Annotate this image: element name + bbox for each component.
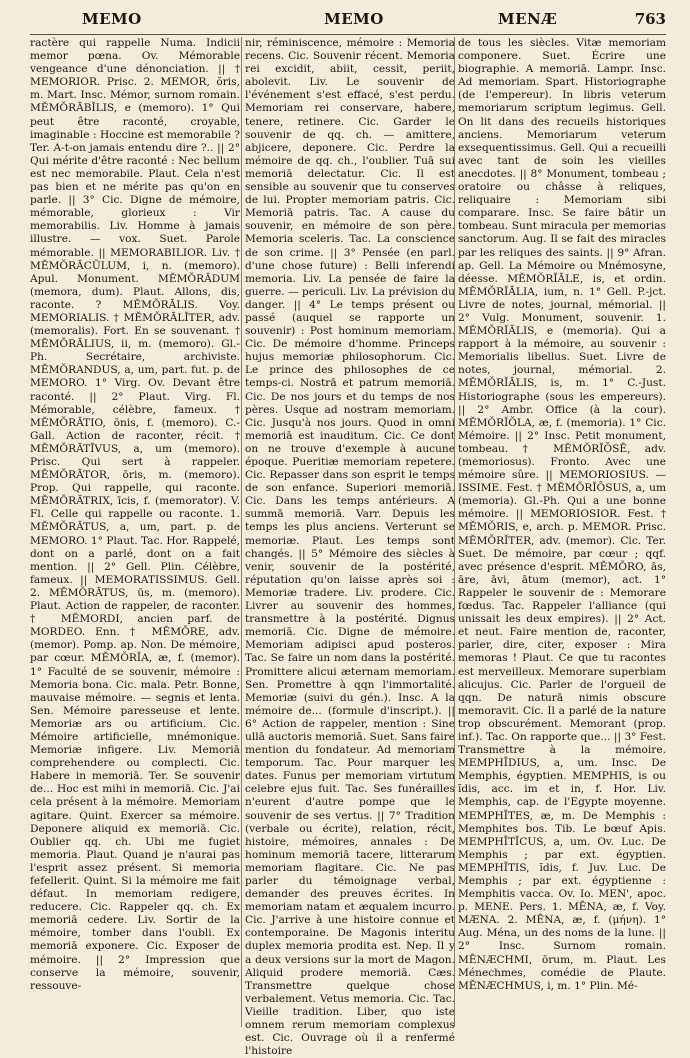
guide-word-center: MEMO — [324, 10, 384, 28]
column-left-text: ractère qui rappelle Numa. Indicii memor pœna. Ov. Mémorable vengeance d'une dénonciation. || † MEMORIOR. Prisc. 2. MEMOR, ŏris, m. Mart. Insc. Mémor, surnom romain. MĔMŎRĀBĬLIS, e (memoro). 1° Qui peut être raconté, croyable, imaginable : Hoccine est memorabile ? Ter. A-t-on jamais entendu dire ?.. || 2° Qui mérite d'être raconté : Nec bellum est nec memorabile. Plaut. Cela n'est pas bien et ne mérite pas qu'on en parle. || 3° Cic. Digne de mémoire, mémorable, glorieux : Vir memorabilis. Liv. Homme à jamais illustre. — vox. Suet. Parole mémorable. || MEMORABILIOR. Liv. † MĔMŎRĀCŬLUM, i, n. (memoro). Apul. Monument. MĔMŎRĀDUM (memora, dum). Plaut. Allons, dis, raconte. ? MĔMŎRĀLIS. Voy. MEMORIALIS. † MĔMŎRĀLĬTER, adv. (memoralis). Fort. En se souvenant. † MĔMŎRĀLIUS, ii, m. (memoro). Gl.-Ph. Secrétaire, archiviste. MĔMŎRANDUS, a, um, part. fut. p. de MEMORO. 1° Virg. Ov. Devant être raconté. || 2° Plaut. Virg. Fl. Mémorable, célèbre, fameux. † MĔMŎRĀTIO, ōnis, f. (memoro). C.-Gall. Action de raconter, récit. † MĔMŎRĀTĪVUS, a, um (memoro). Prisc. Qui sert à rappeler. MĔMŎRĀTOR, ōris, m. (memoro). Prop. Qui rappelle, qui raconte. MĔMŎRĀTRIX, īcis, f. (memorator). V. Fl. Celle qui rappelle ou raconte. 1. MĔMŎRĀTUS, a, um, part. p. de MEMORO. 1° Plaut. Tac. Hor. Rappelé, dont on a parlé, dont on a fait mention. || 2° Gell. Plin. Célèbre, fameux. || MEMORATISSIMUS. Gell. 2. MĔMŎRĀTUS, ūs, m. (memoro). Plaut. Action de rappeler, de raconter. † MĔMORDI, ancien parf. de MORDEO. Enn. † MĔMŎRE, adv. (memor). Pomp. ap. Non. De mémoire, par cœur. MĔMŎRĬA, æ, f. (memor). 1° Faculté de se souvenir, mémoire : Memoria bona. Cic. mala. Petr. Bonne, mauvaise mémoire. — segnis et lenta. Sen. Mémoire paresseuse et lente. Memoriæ ars ou artificium. Cic. Mémoire artificielle, mnémonique. Memoriæ infigere. Liv. Memoriā comprehendere ou complecti. Cic. Habere in memoriā. Ter. Se souvenir de... Hoc est mihi in memoriā. Cic. J'ai cela présent à la mémoire. Memoriam agitare. Quint. Exercer sa mémoire. Deponere aliquid ex memoriā. Cic. Oublier qq. ch. Ubi me fugiet memoria. Plaut. Quand je n'aurai pas l'esprit assez présent. Si memoria fefellerit. Quint. Si la mémoire me fait défaut. In memoriam redigere, reducere. Cic. Rappeler qq. ch. Ex memoriā cedere. Liv. Sortir de la mémoire, tomber dans l'oubli. Ex memoriā exponere. Cic. Exposer de mémoire. || 2° Impression que conserve la mémoire, souvenir, ressouve- — [30, 37, 240, 992]
column-left — [30, 37, 240, 1027]
running-header — [30, 10, 666, 32]
column-middle-text: nir, réminiscence, mémoire : Memoria recens. Cic. Souvenir récent. Memoria rei excidit, abiit, cessit, periit, abolevit. Liv. Le souvenir de l'événement s'est effacé, s'est perdu. Memoriam rei conservare, habere, tenere, retinere. Cic. Garder le souvenir de qq. ch. — amittere, abjicere, deponere. Cic. Perdre la mémoire de qq. ch., l'oublier. Tuā sui memoriā delectatur. Cic. Il est sensible au souvenir que tu conserves de lui. Propter memoriam patris. Cic. Memoriā patris. Tac. A cause du souvenir, en mémoire de son père. Memoria sceleris. Tac. La conscience de son crime. || 3° Pensée (en parl. d'une chose future) : Belli inferendi memoria. Liv. La pensée de faire la guerre. — periculi. Liv. La prévision du danger. || 4° Le temps présent ou passé (auquel se rapporte un souvenir) : Post hominum memoriam. Cic. De mémoire d'homme. Princeps hujus memoriæ philosophorum. Cic. Le prince des philosophes de ce temps-ci. Nostrā et patrum memoriā. Cic. De nos jours et du temps de nos pères. Usque ad nostram memoriam. Cic. Jusqu'à nos jours. Quod in omni memoriā est inauditum. Cic. Ce dont on ne trouve d'exemple à aucune époque. Pueritiæ memoriam repetere. Cic. Repasser dans son esprit le temps de son enfance. Superiori memoriā. Cic. Dans les temps antérieurs. A summā memoriā. Varr. Depuis les temps les plus anciens. Verterunt se memoriæ. Plaut. Les temps sont changés. || 5° Mémoire des siècles à venir, souvenir de la postérité, réputation qu'on laisse après soi : Memoriæ tradere. Liv. prodere. Cic. Livrer au souvenir des hommes, transmettre à la postérité. Dignus memoriā. Cic. Digne de mémoire. Memoriam adipisci apud posteros. Tac. Se faire un nom dans la postérité. Promittere alicui æternam memoriam. Sen. Promettre à qqn l'immortalité. Memoriæ (suivi du gén.). Insc. A la mémoire de... (formule d'inscript.). || 6° Action de rappeler, mention : Sine ullā auctoris memoriā. Suet. Sans faire mention du fondateur. Ad memoriam temporum. Tac. Pour marquer les dates. Funus per memoriam virtutum celebre ejus fuit. Tac. Ses funérailles n'eurent d'autre pompe que le souvenir de ses vertus. || 7° Tradition (verbale ou écrite), relation, récit, histoire, mémoires, annales : De hominum memoriā tacere, litterarum memoriam flagitare. Cic. Ne pas parler du témoignage verbal, demander des preuves écrites. In memoriam natam et æqualem incurro. Cic. J'arrive à une histoire connue et contemporaine. De Magonis interitu duplex memoria prodita est. Nep. Il y a deux versions sur la mort de Magon. Aliquid prodere memoriā. Cæs. Transmettre quelque chose verbalement. Vetus memoria. Cic. Tac. Vieille tradition. Liber, quo iste omnem rerum memoriam complexus est. Cic. Ouvrage où il a renfermé l'histoire — [245, 37, 455, 1058]
column-right-text: de tous les siècles. Vitæ memoriam componere. Suet. Écrire une biographie. A memoriā. Lampr. Insc. Ad memoriam. Spart. Historiographe (de l'empereur). In libris veterum memoriarum scriptum legimus. Gell. On lit dans des recueils historiques anciens. Memoriarum veterum exsequentissimus. Gell. Qui a recueilli avec tant de soin les vieilles anecdotes. || 8° Monument, tombeau ; oratoire ou châsse à reliques, reliquaire : Memoriam sibi comparare. Insc. Se faire bâtir un tombeau. Sunt miracula per memorias sanctorum. Aug. Il se fait des miracles par les reliques des saints. || 9° Afran. ap. Gell. La Mémoire ou Mnémosyne, déesse. MĔMŎRĬĀLE, is, et ordin. MĔMŎRĬĀLIA, ium, n. 1° Gell. P.-jct. Livre de notes, journal, mémorial. || 2° Vulg. Monument, souvenir. 1. MĔMŎRĬĀLIS, e (memoria). Qui a rapport à la mémoire, au souvenir : Memorialis libellus. Suet. Livre de notes, journal, mémorial. 2. MĔMŎRĬĀLIS, is, m. 1° C.-Just. Historiographe (sous les empereurs). || 2° Ambr. Office (à la cour). MĔMŎRĬŎLA, æ, f. (memoria). 1° Cic. Mémoire. || 2° Insc. Petit monument, tombeau. † MĔMŎRĬŌSĒ, adv. (memoriosus). Fronto. Avec une mémoire sûre. || MEMORIOSIUS. — ISSIME. Fest. † MĔMŎRĬŌSUS, a, um (memoria). Gl.-Ph. Qui a une bonne mémoire. || MEMORIOSIOR. Fest. † MĔMŎRIS, e, arch. p. MEMOR. Prisc. MĔMŎRĬTER, adv. (memor). Cic. Ter. Suet. De mémoire, par cœur ; qqf. avec présence d'esprit. MĔMŎRO, ās, āre, āvi, ātum (memor), act. 1° Rappeler le souvenir de : Memorare fœdus. Tac. Rappeler l'alliance (qui unissait les deux empires). || 2° Act. et neut. Faire mention de, raconter, parler, dire, citer, exposer : Mira memoras ! Plaut. Ce que tu racontes est merveilleux. Memorare superbiam alicujus. Cic. Parler de l'orgueil de qqn. De naturā nimis obscure memoravit. Cic. Il a parlé de la nature trop obscurément. Memorant (prop. inf.). Tac. On rapporte que... || 3° Fest. Transmettre à la mémoire. MEMPHĪDIUS, a, um. Insc. De Memphis, égyptien. MEMPHIS, is ou ĭdis, acc. im et in, f. Hor. Liv. Memphis, cap. de l'Egypte moyenne. MEMPHĪTES, æ, m. De Memphis : Memphites bos. Tib. Le bœuf Apis. MEMPHĪTĬCUS, a, um. Ov. Luc. De Memphis ; par ext. égyptien. MEMPHĪTIS, ĭdis, f. Juv. Luc. De Memphis ; par ext. égyptienne : Memphitis vacca. Ov. Io. MEN', apoc. p. MENE. Pers. 1. MĒNA, æ, f. Voy. MÆNA. 2. MĒNA, æ, f. (μήνη). 1° Aug. Ména, un des noms de la lune. || 2° Insc. Surnom romain. MĒNÆCHMI, ōrum, m. Plaut. Les Ménechmes, comédie de Plaute. MĔNÆCHMUS, i, m. 1° Plin. Mé- — [458, 37, 666, 992]
column-divider-2 — [454, 37, 455, 1027]
header-rule — [30, 34, 666, 35]
guide-word-left: MEMO — [82, 10, 142, 28]
column-right — [458, 37, 666, 1027]
column-middle — [245, 37, 455, 1058]
guide-word-right: MENÆ — [498, 10, 558, 28]
column-divider-1 — [241, 37, 242, 1027]
page-number: 763 — [634, 10, 666, 28]
